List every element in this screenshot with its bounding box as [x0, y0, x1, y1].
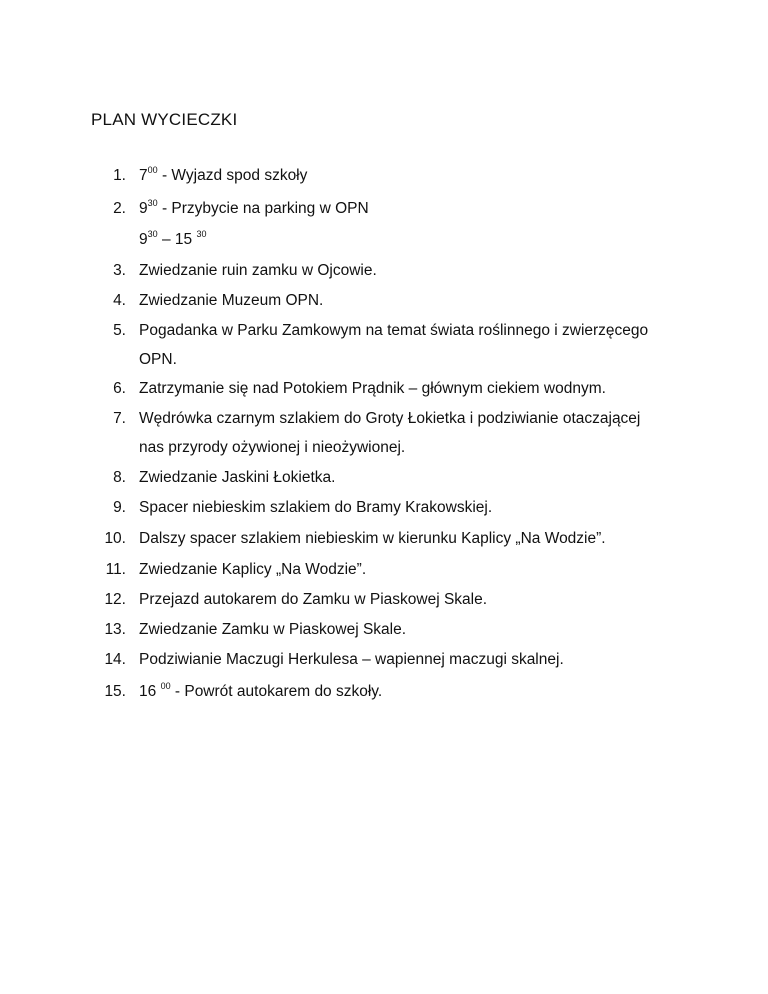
- item-number: 7.: [113, 410, 126, 427]
- time-minutes: 00: [147, 165, 158, 175]
- range-end-hour: 15: [174, 231, 193, 248]
- list-item-7-continuation: nas przyrody ożywionej i nieożywionej.: [139, 439, 406, 456]
- range-dash: –: [157, 231, 175, 248]
- item-description: Zwiedzanie ruin zamku w Ojcowie.: [139, 262, 377, 279]
- item-description: Zwiedzanie Zamku w Piaskowej Skale.: [139, 621, 407, 638]
- item-description: Pogadanka w Parku Zamkowym na temat świata roślinnego i zwierzęcego: [139, 322, 649, 339]
- time-minutes: 30: [147, 198, 158, 208]
- item-description: Zwiedzanie Jaskini Łokietka.: [139, 469, 336, 486]
- item-text: [139, 199, 369, 219]
- time-hour: 16: [139, 683, 157, 700]
- item-number: 14.: [104, 651, 126, 668]
- item-number: 5.: [113, 322, 126, 339]
- item-description: - Wyjazd spod szkoły: [157, 167, 308, 184]
- item-number: 3.: [113, 262, 126, 279]
- item-number: 1.: [113, 167, 126, 184]
- item-number: 9.: [113, 499, 126, 516]
- item-number: 4.: [113, 292, 126, 309]
- item-text: [139, 682, 382, 702]
- item-description: Wędrówka czarnym szlakiem do Groty Łokietka i podziwianie otaczającej: [139, 410, 641, 427]
- item-description: - Przybycie na parking w OPN: [157, 200, 369, 217]
- item-number: 6.: [113, 380, 126, 397]
- item-number: 15.: [104, 683, 126, 700]
- range-start-hour: 9: [139, 231, 148, 248]
- item-description: Spacer niebieskim szlakiem do Bramy Krakowskiej.: [139, 499, 493, 516]
- list-item-5-continuation: OPN.: [139, 351, 177, 368]
- time-minutes: 00: [160, 681, 171, 691]
- item-description: Zwiedzanie Muzeum OPN.: [139, 292, 324, 309]
- range-end-minutes: 30: [196, 229, 207, 239]
- item-number: 12.: [104, 591, 126, 608]
- time-range: [139, 230, 206, 250]
- range-start-minutes: 30: [147, 229, 158, 239]
- page-title: PLAN WYCIECZKI: [91, 110, 238, 129]
- item-number: 8.: [113, 469, 126, 486]
- item-number: 11.: [105, 561, 126, 578]
- item-number: 10.: [104, 530, 126, 547]
- item-description: Dalszy spacer szlakiem niebieskim w kierunku Kaplicy „Na Wodzie”.: [139, 530, 606, 547]
- item-description: - Powrót autokarem do szkoły.: [170, 683, 383, 700]
- item-description: Zatrzymanie się nad Potokiem Prądnik – głównym ciekiem wodnym.: [139, 380, 606, 397]
- time-hour: 7: [139, 167, 148, 184]
- item-number: 2.: [113, 200, 126, 217]
- item-description: Podziwianie Maczugi Herkulesa – wapiennej maczugi skalnej.: [139, 651, 564, 668]
- item-description: Zwiedzanie Kaplicy „Na Wodzie”.: [139, 561, 367, 578]
- item-description: Przejazd autokarem do Zamku w Piaskowej Skale.: [139, 591, 488, 608]
- time-hour: 9: [139, 200, 148, 217]
- item-text: [139, 166, 307, 186]
- item-number: 13.: [104, 621, 126, 638]
